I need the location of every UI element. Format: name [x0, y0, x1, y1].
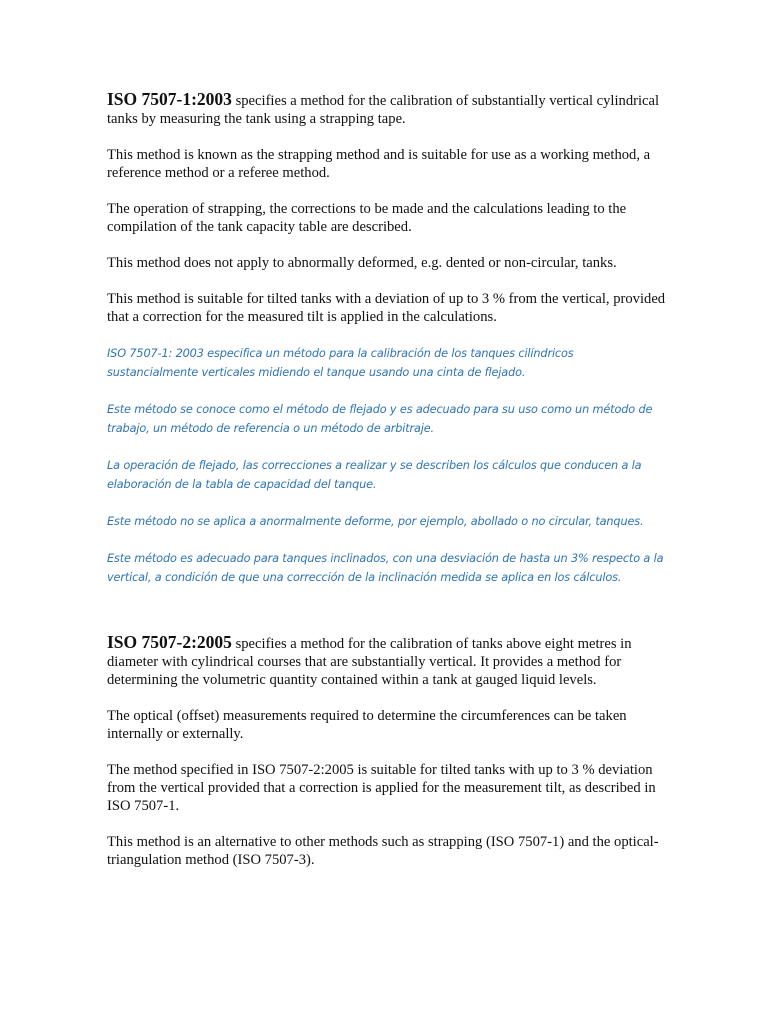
section1-paragraph: This method is suitable for tilted tanks with a deviation of up to 3 % from the vertical, provided that a correction for the measured tilt is applied in the calculations.	[107, 291, 666, 325]
spanish-paragraph: Este método es adecuado para tanques inclinados, con una desviación de hasta un 3% respecto a la vertical, a condición de que una corrección de la inclinación medida se aplica en los cálculos.	[107, 552, 664, 584]
section2-paragraph: The method specified in ISO 7507-2:2005 is suitable for tilted tanks with up to 3 % deviation from the vertical provided that a correction is applied for the measurement tilt, as described in ISO 7507-1.	[107, 762, 656, 814]
spanish-paragraph: La operación de flejado, las correcciones a realizar y se describen los cálculos que conducen a la elaboración de la tabla de capacidad del tanque.	[107, 459, 642, 491]
section1-paragraph: This method is known as the strapping method and is suitable for use as a working method, a reference method or a referee method.	[107, 147, 651, 181]
spanish-paragraph: ISO 7507-1: 2003 especifica un método para la calibración de los tanques cilíndricos sustancialmente verticales midiendo el tanque usando una cinta de flejado.	[107, 347, 574, 379]
section2-intro-paragraph	[107, 633, 667, 689]
section1-paragraph: The operation of strapping, the corrections to be made and the calculations leading to the compilation of the tank capacity table are described.	[107, 201, 627, 235]
section2-paragraph: This method is an alternative to other methods such as strapping (ISO 7507-1) and the optical-triangulation method (ISO 7507-3).	[107, 834, 659, 868]
section1-intro-text: specifies a method for the calibration of substantially vertical cylindrical tanks by measuring the tank using a strapping tape.	[107, 93, 660, 127]
document-page	[107, 90, 667, 887]
section2-heading: ISO 7507-2:2005	[107, 632, 232, 652]
section1-heading: ISO 7507-1:2003	[107, 89, 232, 109]
section1-intro-paragraph	[107, 90, 667, 128]
section2-paragraph: The optical (offset) measurements required to determine the circumferences can be taken internally or externally.	[107, 708, 627, 742]
section1-paragraph: This method does not apply to abnormally deformed, e.g. dented or non-circular, tanks.	[107, 255, 617, 271]
spanish-translation-block	[107, 344, 667, 587]
spanish-paragraph: Este método se conoce como el método de flejado y es adecuado para su uso como un método de trabajo, un método de referencia o un método de arbitraje.	[107, 403, 653, 435]
spanish-paragraph: Este método no se aplica a anormalmente deforme, por ejemplo, abollado o no circular, tanques.	[107, 515, 644, 528]
section2-intro-text: specifies a method for the calibration of tanks above eight metres in diameter with cylindrical courses that are substantially vertical. It provides a method for determining the volumetric quantity contained within a tank at gauged liquid levels.	[107, 636, 632, 688]
